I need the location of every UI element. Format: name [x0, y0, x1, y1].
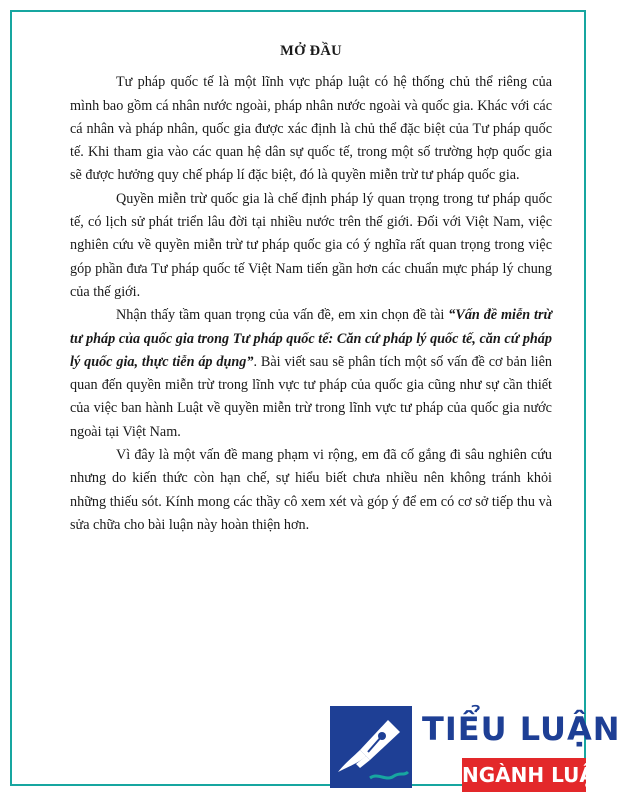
- document-body: [70, 40, 552, 537]
- logo: [330, 706, 621, 796]
- paragraph-4: Vì đây là một vấn đề mang phạm vi rộng, em đã cố gắng đi sâu nghiên cứu nhưng do kiến thức còn hạn chế, sự hiểu biết chưa nhiều nên không tránh khỏi những thiếu sót. Kính mong các thầy cô xem xét và góp ý để em có cơ sở tiếp thu và sửa chữa cho bài luận này hoàn thiện hơn.: [70, 447, 552, 533]
- paragraph-1: Tư pháp quốc tế là một lĩnh vực pháp luật có hệ thống chủ thể riêng của mình bao gồm cá nhân nước ngoài, pháp nhân nước ngoài và quốc gia. Khác với các cá nhân và pháp nhân, quốc gia được xác định là chủ thể đặc biệt của Tư pháp quốc tế. Khi tham gia vào các quan hệ dân sự quốc tế, trong một số trường hợp quốc gia sẽ được hưởng quy chế pháp lí đặc biệt, đó là quyền miễn trừ tư pháp quốc gia.: [70, 74, 552, 184]
- paragraph-3-topic: “Vấn đề miễn trừ tư pháp của quốc gia trong Tư pháp quốc tế: Căn cứ pháp lý quốc tế, căn cứ pháp lý quốc gia, thực tiễn áp dụng”: [70, 307, 552, 370]
- logo-line2: NGÀNH LUẬT: [462, 758, 586, 792]
- fountain-pen-nib-icon: [330, 706, 412, 788]
- paragraph-2: Quyền miễn trừ quốc gia là chế định pháp lý quan trọng trong tư pháp quốc tế, có lịch sử phát triển lâu đời tại nhiều nước trên thế giới. Đối với Việt Nam, việc nghiên cứu về quyền miễn trừ tư pháp quốc gia có ý nghĩa rất quan trọng trong việc góp phần đưa Tư pháp quốc tế Việt Nam tiến gần hơn các chuẩn mực pháp lý chung của thế giới.: [70, 190, 552, 300]
- paragraph-3: [70, 304, 552, 444]
- document-title: MỞ ĐẦU: [280, 43, 342, 59]
- paragraph-3-intro: Nhận thấy tầm quan trọng của vấn đề, em xin chọn đề tài: [116, 307, 449, 324]
- paragraph-3-rest: . Bài viết sau sẽ phân tích một số vấn đề cơ bản liên quan đến quyền miễn trừ trong lĩnh vực tư pháp của quốc gia cũng như sự cần thiết của việc ban hành Luật về quyền miễn trừ trong lĩnh vực tư pháp của quốc gia nước ngoài tại Việt Nam.: [70, 353, 552, 440]
- logo-line1: TIỂU LUẬN: [422, 710, 621, 748]
